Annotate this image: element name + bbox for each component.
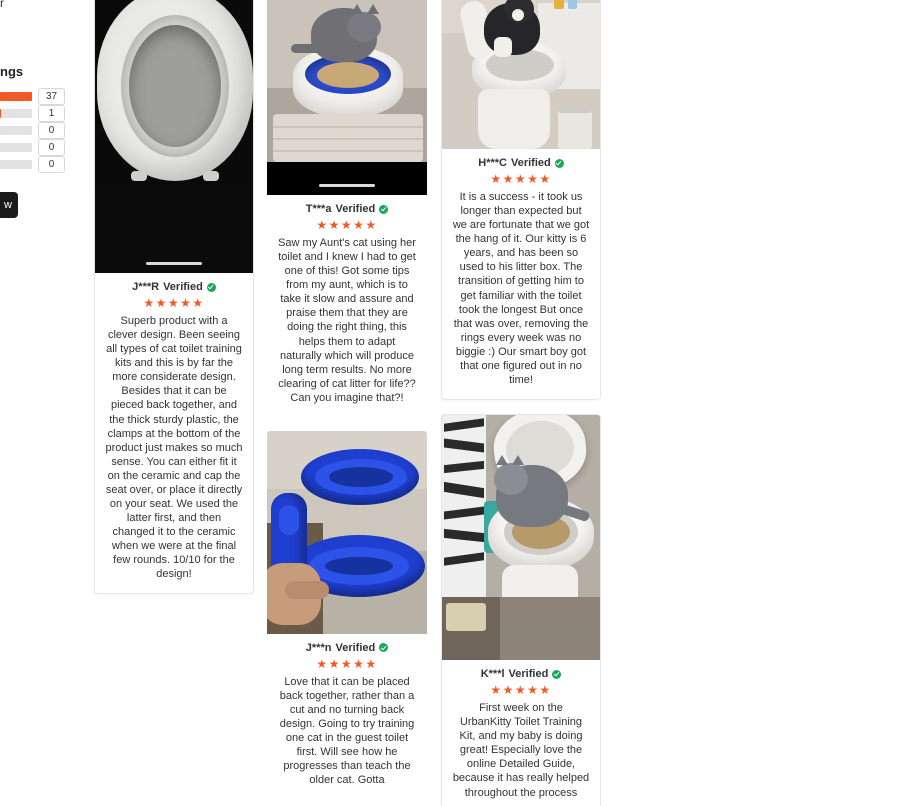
- verified-label: Verified: [508, 668, 549, 681]
- rating-count: 0: [38, 122, 65, 139]
- review-column-3: [441, 0, 601, 806]
- review-masonry-grid: [94, 0, 898, 806]
- review-card-hc[interactable]: [441, 0, 601, 400]
- verified-label: Verified: [335, 641, 376, 654]
- rating-bar-track: [0, 143, 32, 152]
- rating-bar-track: [0, 126, 32, 135]
- verified-check-icon: [207, 283, 216, 292]
- review-card-jn[interactable]: [267, 431, 427, 800]
- review-card-kl[interactable]: [441, 414, 601, 806]
- verified-label: Verified: [335, 203, 376, 215]
- verified-check-icon: [555, 159, 564, 168]
- rating-count: 0: [38, 139, 65, 156]
- reviewer-name-row: [277, 203, 417, 215]
- review-text: Superb product with a clever design. Been seeing all types of cat toilet training kits and this is by far the more considerate design. Besides that it can be pieced back together, and the thick sturdy plastic, the clamps at the bottom of the product just makes so much sense. You can either fit it on the ceramic and cap the seat over, or place it directly on your seat. We used the latter first, and then changed it to the ceramic when we were at the final few rounds. 10/10 for the design!: [105, 315, 243, 581]
- toilet-training-seat-photo[interactable]: [95, 0, 253, 273]
- video-scrubber[interactable]: [146, 262, 202, 265]
- rating-count: 1: [38, 105, 65, 122]
- blue-training-kit-in-hand-photo[interactable]: [267, 431, 427, 634]
- reviewer-name: J***R: [132, 281, 160, 293]
- star-rating: ★★★★★: [143, 296, 205, 310]
- rating-count: 37: [38, 88, 65, 105]
- tuxedo-cat-on-toilet-photo[interactable]: [442, 0, 600, 149]
- star-rating: ★★★★★: [490, 172, 552, 186]
- rating-bar-track: [0, 92, 32, 101]
- rating-distribution: [0, 88, 80, 173]
- verified-label: Verified: [510, 157, 551, 169]
- ratings-sidebar: [0, 0, 80, 806]
- reviewer-name: K***l: [480, 668, 505, 681]
- rating-count: 0: [38, 156, 65, 173]
- cat-on-training-tray-photo[interactable]: [267, 0, 427, 195]
- rating-row[interactable]: [0, 105, 80, 122]
- write-review-button[interactable]: w: [0, 192, 18, 218]
- verified-label: Verified: [163, 281, 203, 293]
- reviewer-name: T***a: [305, 203, 332, 215]
- verified-check-icon: [379, 205, 388, 214]
- reviewer-name-row: [277, 642, 417, 654]
- star-rating: ★★★★★: [490, 683, 552, 698]
- rating-row[interactable]: [0, 156, 80, 173]
- ratings-heading: ngs: [0, 64, 24, 79]
- review-column-2: [267, 0, 427, 806]
- rating-row[interactable]: [0, 122, 80, 139]
- video-scrubber[interactable]: [319, 184, 375, 187]
- grey-cat-using-toilet-photo[interactable]: [442, 415, 600, 660]
- review-card-ta[interactable]: [267, 0, 427, 417]
- rating-bar-fill: [0, 92, 32, 101]
- review-column-1: [94, 0, 254, 608]
- reviewer-name-row: [452, 157, 590, 169]
- star-rating: ★★★★★: [316, 656, 378, 671]
- rating-row[interactable]: [0, 88, 80, 105]
- verified-check-icon: [552, 670, 561, 679]
- sidebar-top-text: r: [0, 0, 5, 10]
- rating-bar-track: [0, 109, 32, 118]
- reviewer-name-row: [105, 281, 243, 293]
- rating-bar-track: [0, 160, 32, 169]
- review-text: Love that it can be placed back together, rather than a cut and no turning back design. Going to try training one cat in the guest toilet first. Will see how he progresses than teach the older cat. Gotta: [279, 675, 415, 787]
- rating-bar-fill: [0, 109, 1, 118]
- review-text: Saw my Aunt's cat using her toilet and I knew I had to get one of this! Got some tips from my aunt, which is to take it slow and assure and praise them that they are doing the right thing, this helps them to adapt naturally which will produce long term results. No more clearing of cat litter for life?? Can you imagine that?!: [278, 237, 416, 404]
- rating-row[interactable]: [0, 139, 80, 156]
- reviewer-name: J***n: [305, 641, 332, 654]
- reviewer-name-row: [452, 668, 590, 680]
- star-rating: ★★★★★: [316, 218, 378, 232]
- review-text: First week on the UrbanKitty Toilet Training Kit, and my baby is doing great! Especially love the online Detailed Guide, because it has really helped throughout the process: [452, 702, 590, 799]
- review-card-jr[interactable]: [94, 0, 254, 594]
- verified-check-icon: [379, 643, 388, 652]
- review-text: It is a success - it took us longer than expected but we are fortunate that we got the hang of it. Our kitty is 6 years, and has been so used to his litter box. The transition of getting him to get familiar with the toilet took the longest But once that was over, removing the rings every week was no biggie :) Our smart boy got that one figured out in no time!: [452, 191, 590, 387]
- reviewer-name: H***C: [478, 157, 507, 169]
